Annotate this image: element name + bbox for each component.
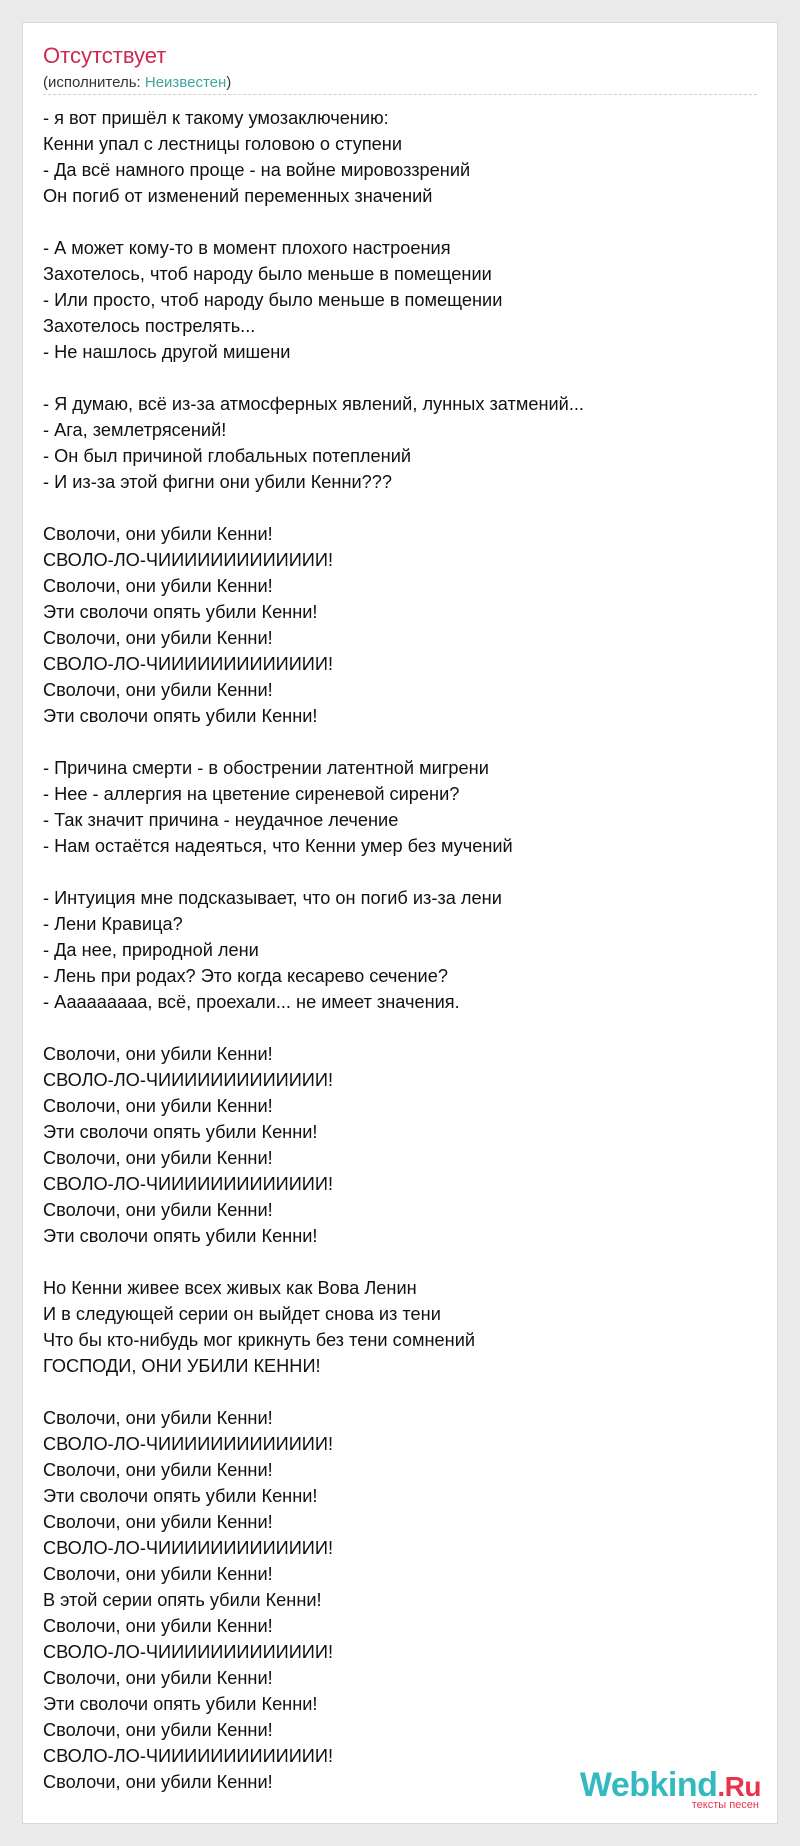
title-divider [43,94,757,95]
song-title: Отсутствует [43,43,167,68]
lyrics-text: - я вот пришёл к такому умозаключению: Кенни упал с лестницы головою о ступени - Да всё намного проще - на войне мировоззрений Он погиб от изменений переменных значений - А может кому-то в момент плохого настроения Захотелось, чтоб народу было меньше в помещении - Или просто, чтоб народу было меньше в помещении Захотелось пострелять... - Не нашлось другой мишени - Я думаю, всё из-за атмосферных явлений, лунных затмений... - Ага, землетрясений! - Он был причиной глобальных потеплений - И из-за этой фигни они убили Кенни??? Сволочи, они убили Кенни! СВОЛО-ЛО-ЧИИИИИИИИИИИИИ! Сволочи, они убили Кенни! Эти сволочи опять убили Кенни! Сволочи, они убили Кенни! СВОЛО-ЛО-ЧИИИИИИИИИИИИИ! Сволочи, они убили Кенни! Эти сволочи опять убили Кенни! - Причина смерти - в обострении латентной мигрени - Нее - аллергия на цветение сиреневой сирени? - Так значит причина - неудачное лечение - Нам остаётся надеяться, что Кенни умер без мучений - Интуиция мне подсказывает, что он погиб из-за лени - Лени Кравица? - Да нее, природной лени - Лень при родах? Это когда кесарево сечение? - Аааааааaa, всё, проехали... не имеет значения. Сволочи, они убили Кенни! СВОЛО-ЛО-ЧИИИИИИИИИИИИИ! Сволочи, они убили Кенни! Эти сволочи опять убили Кенни! Сволочи, они убили Кенни! СВОЛО-ЛО-ЧИИИИИИИИИИИИИ! Сволочи, они убили Кенни! Эти сволочи опять убили Кенни! Но Кенни живее всех живых как Вова Ленин И в следующей серии он выйдет снова из тени Что бы кто-нибудь мог крикнуть без тени сомнений ГОСПОДИ, ОНИ УБИЛИ КЕННИ! Сволочи, они убили Кенни! СВОЛО-ЛО-ЧИИИИИИИИИИИИИ! Сволочи, они убили Кенни! Эти сволочи опять убили Кенни! Сволочи, они убили Кенни! СВОЛО-ЛО-ЧИИИИИИИИИИИИИ! Сволочи, они убили Кенни! В этой серии опять убили Кенни! Сволочи, они убили Кенни! СВОЛО-ЛО-ЧИИИИИИИИИИИИИ! Сволочи, они убили Кенни! Эти сволочи опять убили Кенни! Сволочи, они убили Кенни! СВОЛО-ЛО-ЧИИИИИИИИИИИИИ! Сволочи, они убили Кенни! [43,108,584,1792]
artist-link[interactable]: Неизвестен [144,74,227,91]
site-logo[interactable] [580,1768,761,1811]
logo-tagline: тексты песен [691,1799,759,1811]
artist-prefix: (исполнитель: [43,74,145,91]
logo-name: Webkind [579,1766,718,1804]
logo-tld: .Ru [717,1771,761,1802]
artist-suffix: ) [226,74,232,91]
logo-wordmark [580,1768,761,1802]
artist-line [43,75,231,90]
lyrics-card [22,22,778,1824]
